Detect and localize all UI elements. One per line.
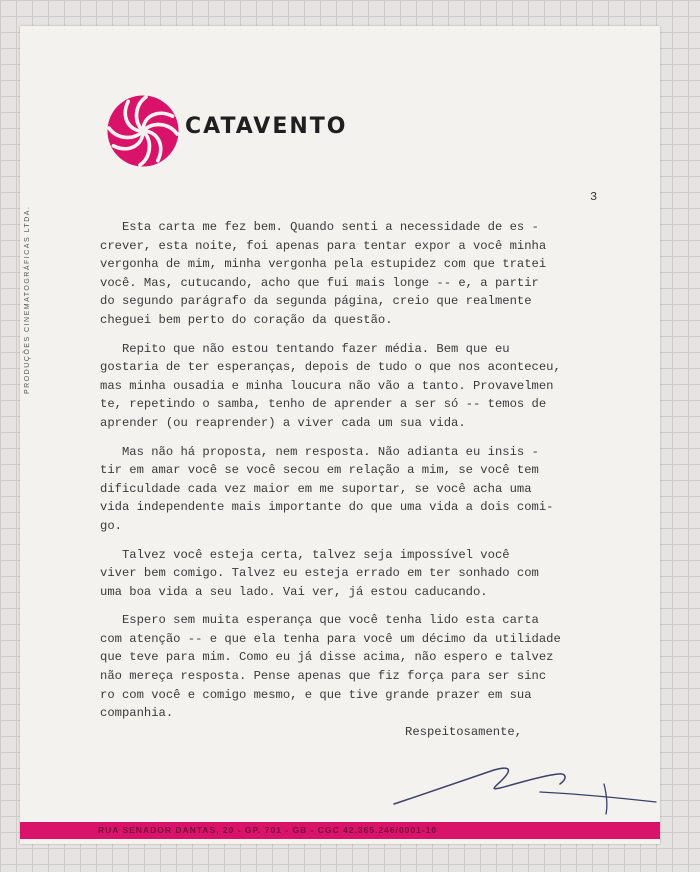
letter-line: com atenção -- e que ela tenha para você um décimo da utilidade bbox=[100, 631, 561, 646]
letter-paragraph bbox=[100, 546, 620, 602]
letter-paragraph bbox=[100, 340, 620, 433]
letter-line: companhia. bbox=[100, 706, 174, 721]
footer-address: RUA SENADOR DANTAS, 20 - GP. 701 - GB - CGC 42.365.246/0001-10 bbox=[98, 825, 438, 835]
letter-line: você. Mas, cutucando, acho que fui mais longe -- e, a partir bbox=[100, 275, 539, 290]
handwritten-signature bbox=[390, 748, 660, 818]
letter-line: mas minha ousadia e minha loucura não vão a tanto. Provavelmen bbox=[100, 378, 554, 393]
letter-paragraph bbox=[100, 611, 620, 723]
letter-body bbox=[100, 218, 620, 733]
letter-line: que teve para mim. Como eu já disse acima, não espero e talvez bbox=[100, 650, 554, 665]
letterhead-side-text: PRODUÇÕES CINEMATOGRÁFICAS LTDA. bbox=[24, 205, 31, 394]
letter-line: Talvez você esteja certa, talvez seja impossível você bbox=[100, 547, 510, 562]
letter-line: aprender (ou reaprender) a viver cada um sua vida. bbox=[100, 415, 466, 430]
page-number: 3 bbox=[590, 190, 598, 204]
letterhead-footer-bar bbox=[20, 822, 660, 839]
letter-line: uma boa vida a seu lado. Vai ver, já estou caducando. bbox=[100, 584, 488, 599]
letter-line: dificuldade cada vez maior em me suportar, se você acha uma bbox=[100, 481, 532, 496]
letter-line: vergonha de mim, minha vergonha pela estupidez com que tratei bbox=[100, 257, 547, 272]
letter-line: cheguei bem perto do coração da questão. bbox=[100, 312, 393, 327]
company-name: CATAVENTO bbox=[185, 114, 348, 139]
letter-page bbox=[20, 26, 660, 844]
letter-paragraph bbox=[100, 218, 620, 330]
letter-line: gostaria de ter esperanças, depois de tudo o que nos aconteceu, bbox=[100, 360, 561, 375]
letter-line: ro com você e comigo mesmo, e que tive grande prazer em sua bbox=[100, 687, 532, 702]
pinwheel-spiral-logo-icon bbox=[106, 94, 180, 168]
letter-line: te, repetindo o samba, tenho de aprender a ser só -- temos de bbox=[100, 397, 547, 412]
letter-line: Mas não há proposta, nem resposta. Não adianta eu insis - bbox=[100, 444, 539, 459]
closing-salutation: Respeitosamente, bbox=[405, 725, 523, 739]
letter-line: Esta carta me fez bem. Quando senti a necessidade de es - bbox=[100, 220, 539, 234]
letter-line: vida independente mais importante do que uma vida a dois comi- bbox=[100, 500, 554, 515]
letter-line: não mereça resposta. Pense apenas que fiz força para ser sinc bbox=[100, 669, 547, 684]
letter-line: tir em amar você se você secou em relação a mim, se você tem bbox=[100, 463, 539, 478]
letter-paragraph bbox=[100, 443, 620, 536]
letter-line: do segundo parágrafo da segunda página, creio que realmente bbox=[100, 294, 532, 309]
letter-line: Repito que não estou tentando fazer média. Bem que eu bbox=[100, 341, 510, 356]
letter-line: crever, esta noite, foi apenas para tentar expor a você minha bbox=[100, 238, 547, 253]
letter-line: Espero sem muita esperança que você tenha lido esta carta bbox=[100, 613, 539, 628]
letter-line: go. bbox=[100, 518, 122, 533]
letter-line: viver bem comigo. Talvez eu esteja errado em ter sonhado com bbox=[100, 566, 539, 581]
